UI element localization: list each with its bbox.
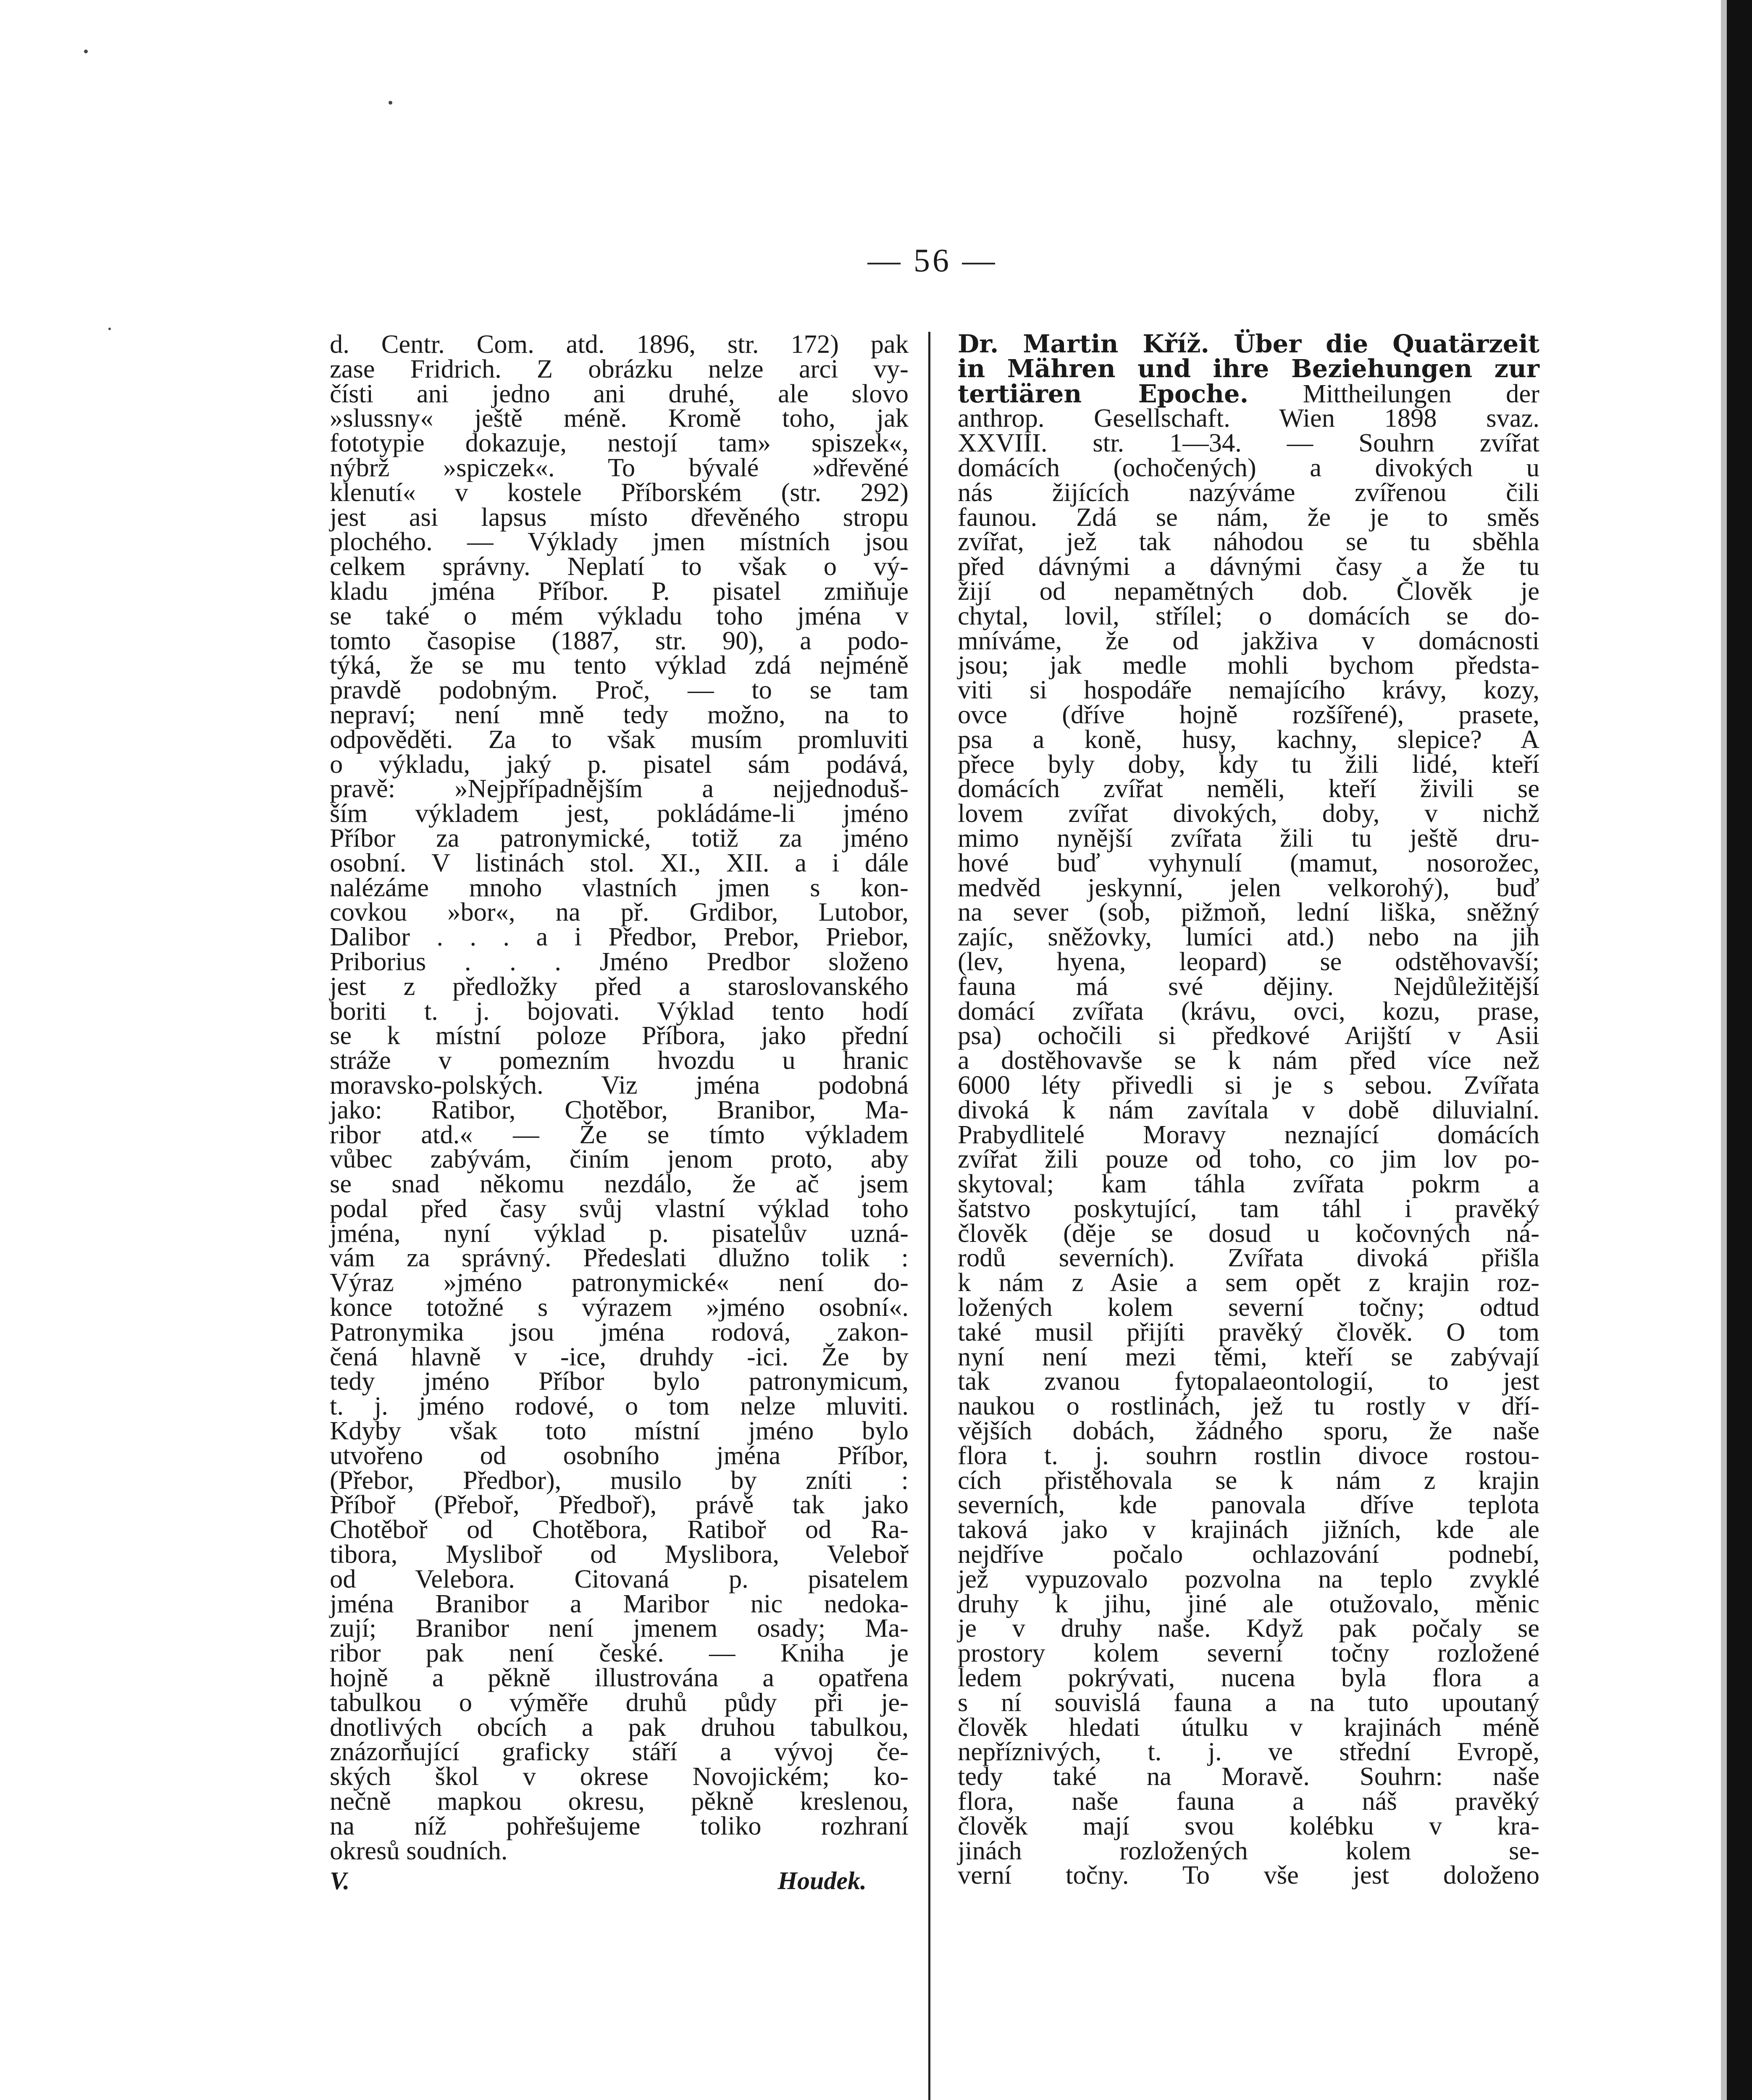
text-line: jako: Ratibor, Chotěbor, Branibor, Ma- [330, 1095, 909, 1124]
text-line: taková jako v krajinách jižních, kde ale [958, 1515, 1539, 1544]
left-column-text [330, 329, 909, 1865]
text-line: Dalibor . . . a i Předbor, Prebor, Priebor, [330, 922, 909, 952]
scan-speck [108, 328, 111, 330]
text-line: nalézáme mnoho vlastních jmen s kon- [330, 872, 909, 902]
text-line: Příboř (Přeboř, Předboř), právě tak jako [330, 1490, 909, 1520]
text-line: jest asi lapsus místo dřevěného stropu [330, 502, 909, 532]
text-line: 6000 léty přivedli si je s sebou. Zvířata [958, 1070, 1539, 1100]
text-line: jinách rozložených kolem se- [958, 1835, 1539, 1865]
text-line: ribor pak není české. — Kniha je [330, 1638, 909, 1668]
text-line: divoká k nám zavítala v době diluvialní. [958, 1095, 1539, 1124]
text-line: fauna má své dějiny. Nejdůležitější [958, 971, 1539, 1001]
text-line: nejdříve počalo ochlazování podnebí, [958, 1539, 1539, 1569]
text-line: nečně mapkou okresu, pěkně kreslenou, [330, 1786, 909, 1816]
text-line: tabulkou o výměře druhů půdy při je- [330, 1687, 909, 1717]
journal-name: Mittheilungen der [1248, 378, 1539, 408]
text-line: odpověděti. Za to však musím promluviti [330, 724, 909, 754]
text-line: verní točny. To vše jest doloženo [958, 1860, 1539, 1890]
text-line: tibora, Mysliboř od Myslibora, Veleboř [330, 1539, 909, 1569]
text-line: Patronymika jsou jména rodová, zakon- [330, 1317, 909, 1347]
text-line: tomto časopise (1887, str. 90), a podo- [330, 625, 909, 655]
text-line: d. Centr. Com. atd. 1896, str. 172) pak [330, 329, 909, 359]
text-line: člověk (děje se dosud u kočovných ná- [958, 1218, 1539, 1248]
review-title-end: tertiären Epoche. [958, 379, 1249, 408]
text-line: šatstvo poskytující, tam táhl i pravěký [958, 1193, 1539, 1223]
text-line: moravsko-polských. Viz jména podobná [330, 1070, 909, 1100]
text-line: také musil přijíti pravěký člověk. O tom [958, 1317, 1539, 1347]
text-line: domácích zvířat neměli, kteří živili se [958, 774, 1539, 803]
text-line: Chotěboř od Chotěbora, Ratiboř od Ra- [330, 1515, 909, 1544]
text-line: t. j. jméno rodové, o tom nelze mluviti. [330, 1391, 909, 1421]
text-line: nepraví; není mně tedy možno, na to [330, 699, 909, 729]
text-line: člověk hledati útulku v krajinách méně [958, 1712, 1539, 1742]
text-line: psa) ochočili si předkové Arijští v Asii [958, 1021, 1539, 1050]
column-divider [928, 332, 930, 2100]
text-line: čísti ani jedno ani druhé, ale slovo [330, 378, 909, 408]
text-line: podal před časy svůj vlastní výklad toho [330, 1193, 909, 1223]
text-line: s ní souvislá fauna a na tuto upoutaný [958, 1687, 1539, 1717]
text-line: »slussny« ještě méně. Kromě toho, jak [330, 403, 909, 433]
scan-speck [389, 101, 392, 105]
text-line: celkem správny. Neplatí to však o vý- [330, 551, 909, 581]
text-line: o výkladu, jaký p. pisatel sám podává, [330, 749, 909, 779]
text-line: utvořeno od osobního jména Příbor, [330, 1440, 909, 1470]
text-line: skytoval; kam táhla zvířata pokrm a [958, 1169, 1539, 1199]
left-column [330, 329, 909, 1895]
text-line: pravdě podobným. Proč, — to se tam [330, 675, 909, 705]
text-line: ledem pokrývati, nucena byla flora a [958, 1663, 1539, 1693]
review-signature: V. Houdek. [330, 1867, 867, 1895]
text-line: jest z předložky před a staroslovanského [330, 971, 909, 1001]
text-line: zajíc, sněžovky, lumíci atd.) nebo na jih [958, 922, 1539, 952]
text-line: vějších dobách, žádného sporu, že naše [958, 1416, 1539, 1446]
text-line: nyní není mezi těmi, kteří se zabývají [958, 1341, 1539, 1371]
text-line: nýbrž »spiczek«. To bývalé »dřevěné [330, 452, 909, 482]
text-line: ložených kolem severní točny; odtud [958, 1292, 1539, 1322]
text-line: severních, kde panovala dříve teplota [958, 1490, 1539, 1520]
scan-border-right [1727, 0, 1752, 2100]
text-line: ším výkladem jest, pokládáme-li jméno [330, 798, 909, 828]
text-line: člověk mají svou kolébku v kra- [958, 1811, 1539, 1840]
text-line: žijí od nepamětných dob. Člověk je [958, 576, 1539, 606]
text-line: jména Branibor a Maribor nic nedoka- [330, 1588, 909, 1618]
text-line: pravě: »Nejpřípadnějším a nejjednoduš- [330, 774, 909, 803]
text-line: XXVIII. str. 1—34. — Souhrn zvířat [958, 428, 1539, 458]
text-line: anthrop. Gesellschaft. Wien 1898 svaz. [958, 403, 1539, 433]
text-line: týká, že se mu tento výklad zdá nejméně [330, 650, 909, 680]
scan-border-inner [1721, 0, 1727, 2100]
text-line: vám za správný. Předeslati dlužno tolik : [330, 1243, 909, 1273]
text-line: faunou. Zdá se nám, že je to směs [958, 502, 1539, 532]
text-line: psa a koně, husy, kachny, slepice? A [958, 724, 1539, 754]
text-line: hové buď vyhynulí (mamut, nosorožec, [958, 848, 1539, 877]
text-line: zase Fridrich. Z obrázku nelze arci vy- [330, 354, 909, 383]
review-title-line: in Mähren und ihre Beziehungen zur [958, 354, 1539, 383]
text-line: mimo nynější zvířata žili tu ještě dru- [958, 823, 1539, 853]
text-line: covkou »bor«, na př. Grdibor, Lutobor, [330, 897, 909, 927]
text-line: (lev, hyena, leopard) se odstěhovavší; [958, 946, 1539, 976]
right-column [958, 329, 1539, 1890]
text-line: domácích (ochočených) a divokých u [958, 452, 1539, 482]
text-line: tak zvanou fytopalaeontologií, to jest [958, 1366, 1539, 1396]
text-line: zují; Branibor není jmenem osady; Ma- [330, 1613, 909, 1643]
text-line: druhy k jihu, jiné ale otužovalo, měnic [958, 1588, 1539, 1618]
text-line: viti si hospodáře nemajícího krávy, kozy, [958, 675, 1539, 705]
text-line: dnotlivých obcích a pak druhou tabulkou, [330, 1712, 909, 1742]
text-line: před dávnými a dávnými časy a že tu [958, 551, 1539, 581]
text-line: klenutí« v kostele Příborském (str. 292) [330, 477, 909, 507]
text-line: plochého. — Výklady jmen místních jsou [330, 527, 909, 556]
text-line: nás žijících nazýváme zvířenou čili [958, 477, 1539, 507]
text-line: nepříznivých, t. j. ve střední Evropě, [958, 1737, 1539, 1767]
text-line: zvířat žili pouze od toho, co jim lov po- [958, 1144, 1539, 1174]
text-line: medvěd jeskynní, jelen velkorohý), buď [958, 872, 1539, 902]
text-line: kladu jména Příbor. P. pisatel zmiňuje [330, 576, 909, 606]
text-line: rodů severních). Zvířata divoká přišla [958, 1243, 1539, 1273]
text-line: domácí zvířata (krávu, ovci, kozu, prase, [958, 996, 1539, 1026]
text-line: Kdyby však toto místní jméno bylo [330, 1416, 909, 1446]
review-title-line [958, 378, 1539, 408]
text-line: okresů soudních. [330, 1835, 508, 1865]
text-line: přece byly doby, kdy tu žili lidé, kteří [958, 749, 1539, 779]
text-line: prostory kolem severní točny rozložené [958, 1638, 1539, 1668]
text-line: Prabydlitelé Moravy neznající domácích [958, 1119, 1539, 1149]
text-line: mníváme, že od jakživa v domácnosti [958, 625, 1539, 655]
text-line: hojně a pěkně illustrována a opatřena [330, 1663, 909, 1693]
text-line: znázorňující graficky stáří a vývoj če- [330, 1737, 909, 1767]
text-line: se k místní poloze Příbora, jako přední [330, 1021, 909, 1050]
text-line: chytal, lovil, střílel; o domácích se do- [958, 601, 1539, 630]
text-line: boriti t. j. bojovati. Výklad tento hodí [330, 996, 909, 1026]
text-line: vůbec zabývám, činím jenom proto, aby [330, 1144, 909, 1174]
text-line: a dostěhovavše se k nám před více než [958, 1045, 1539, 1075]
text-line: osobní. V listinách stol. XI., XII. a i dále [330, 848, 909, 877]
text-line: naukou o rostlinách, jež tu rostly v dří- [958, 1391, 1539, 1421]
text-line: konce totožné s výrazem »jméno osobní«. [330, 1292, 909, 1322]
text-line: se také o mém výkladu toho jména v [330, 601, 909, 630]
text-line: Výraz »jméno patronymické« není do- [330, 1268, 909, 1297]
page-number: — 56 — [867, 242, 998, 278]
text-line: ribor atd.« — Že se tímto výkladem [330, 1119, 909, 1149]
text-line: flora t. j. souhrn rostlin divoce rostou- [958, 1440, 1539, 1470]
text-line: na níž pohřešujeme toliko rozhraní [330, 1811, 909, 1840]
text-line: od Velebora. Citovaná p. pisatelem [330, 1564, 909, 1593]
text-line: zvířat, jež tak náhodou se tu sběhla [958, 527, 1539, 556]
text-line: tedy také na Moravě. Souhrn: naše [958, 1761, 1539, 1791]
text-line: fototypie dokazuje, nestojí tam» spiszek«, [330, 428, 909, 458]
text-line: Priborius . . . Jméno Predbor složeno [330, 946, 909, 976]
text-line: jsou; jak medle mohli bychom předsta- [958, 650, 1539, 680]
text-line: cích přistěhovala se k nám z krajin [958, 1465, 1539, 1495]
text-line: k nám z Asie a sem opět z krajin roz- [958, 1268, 1539, 1297]
text-line: (Přebor, Předbor), musilo by zníti : [330, 1465, 909, 1495]
text-line: na sever (sob, pižmoň, lední liška, sněžný [958, 897, 1539, 927]
text-line: čená hlavně v -ice, druhdy -ici. Že by [330, 1341, 909, 1371]
text-line: jež vypuzovalo pozvolna na teplo zvyklé [958, 1564, 1539, 1593]
text-line: flora, naše fauna a náš pravěký [958, 1786, 1539, 1816]
text-line: stráže v pomezním hvozdu u hranic [330, 1045, 909, 1075]
text-line: lovem zvířat divokých, doby, v nichž [958, 798, 1539, 828]
text-line: jména, nyní výklad p. pisatelův uzná- [330, 1218, 909, 1248]
text-line: ovce (dříve hojně rozšířené), prasete, [958, 699, 1539, 729]
right-column-text [958, 403, 1539, 1890]
text-line: se snad někomu nezdálo, že ač jsem [330, 1169, 909, 1199]
text-line: Příbor za patronymické, totiž za jméno [330, 823, 909, 853]
text-line: tedy jméno Příbor bylo patronymicum, [330, 1366, 909, 1396]
scan-speck [84, 50, 88, 53]
text-line: je v druhy naše. Když pak počaly se [958, 1613, 1539, 1643]
text-line: ských škol v okrese Novojickém; ko- [330, 1761, 909, 1791]
review-title-line: Dr. Martin Kříž. Über die Quatärzeit [958, 329, 1539, 358]
